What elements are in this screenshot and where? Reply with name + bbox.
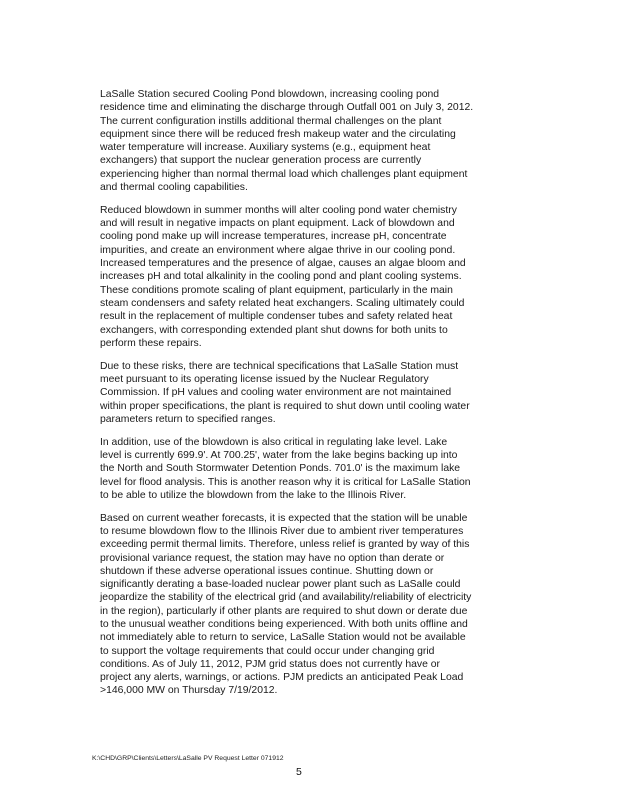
paragraph-line: conditions. As of July 11, 2012, PJM grid status does not currently have or: [100, 658, 440, 670]
paragraph-line: Reduced blowdown in summer months will alter cooling pond water chemistry: [100, 204, 457, 216]
paragraph-line: Increased temperatures and the presence of algae, causes an algae bloom and: [100, 258, 466, 270]
page-number: 5: [296, 766, 302, 778]
paragraph-line: exceeding permit thermal limits. Therefore, unless relief is granted by way of this: [100, 539, 470, 551]
paragraph-4: [100, 436, 526, 502]
paragraph-line: Commission. If pH values and cooling water environment are not maintained: [100, 387, 452, 399]
paragraph-line: to resume blowdown flow to the Illinois River due to ambient river temperatures: [100, 525, 464, 537]
paragraph-line: exchangers) that support the nuclear generation process are currently: [100, 155, 422, 167]
paragraph-5: [100, 512, 526, 698]
paragraph-line: level is currently 699.9'. At 700.25', water from the lake begins backing up into: [100, 449, 458, 461]
paragraph-line: residence time and eliminating the discharge through Outfall 001 on July 3, 2012.: [100, 102, 474, 114]
paragraph-line: These conditions promote scaling of plant equipment, particularly in the main: [100, 284, 453, 296]
paragraph-line: In addition, use of the blowdown is also critical in regulating lake level. Lake: [100, 436, 448, 448]
paragraph-line: in the region), particularly if other plants are required to shut down or derate due: [100, 605, 468, 617]
paragraph-line: jeopardize the stability of the electrical grid (and availability/reliability of electricity: [100, 592, 472, 604]
paragraph-line: LaSalle Station secured Cooling Pond blowdown, increasing cooling pond: [100, 89, 440, 100]
paragraph-line: to support the voltage requirements that could occur under changing grid: [100, 645, 435, 657]
document-body: [100, 88, 526, 707]
paragraph-line: project any alerts, warnings, or actions. PJM predicts an anticipated Peak Load: [100, 672, 464, 684]
paragraph-line: cooling pond make up will increase temperatures, increase pH, concentrate: [100, 231, 447, 243]
paragraph-line: steam condensers and safety related heat exchangers. Scaling ultimately could: [100, 297, 465, 309]
paragraph-line: provisional variance request, the station may have no option than derate or: [100, 552, 445, 564]
paragraph-line: The current configuration instills additional thermal challenges on the plant: [100, 115, 442, 127]
paragraph-line: Due to these risks, there are technical specifications that LaSalle Station must: [100, 360, 459, 372]
paragraph-line: increases pH and total alkalinity in the cooling pond and plant cooling systems.: [100, 271, 462, 283]
paragraph-line: Based on current weather forecasts, it is expected that the station will be unable: [100, 512, 468, 524]
paragraph-line: not immediately able to return to service, LaSalle Station would not be available: [100, 632, 466, 644]
paragraph-1: [100, 88, 526, 194]
paragraph-line: to the unusual weather conditions being experienced. With both units offline and: [100, 618, 468, 630]
paragraph-line: result in the replacement of multiple condenser tubes and safety related heat: [100, 311, 453, 323]
paragraph-2: [100, 204, 526, 350]
paragraph-line: significantly derating a base-loaded nuclear power plant such as LaSalle could: [100, 579, 461, 591]
footer-file-path: K:\CHD\GRP\Clients\Letters\LaSalle PV Request Letter 071912: [92, 755, 284, 762]
paragraph-line: and will result in negative impacts on plant equipment. Lack of blowdown and: [100, 218, 455, 230]
paragraph-line: equipment since there will be reduced fresh makeup water and the circulating: [100, 128, 456, 140]
paragraph-line: >146,000 MW on Thursday 7/19/2012.: [100, 685, 278, 697]
paragraph-line: meet pursuant to its operating license issued by the Nuclear Regulatory: [100, 373, 429, 385]
paragraph-line: water temperature will increase. Auxiliary systems (e.g., equipment heat: [100, 142, 431, 154]
paragraph-line: experiencing higher than normal thermal load which challenges plant equipment: [100, 168, 468, 180]
paragraph-line: shutdown if these adverse operational issues continue. Shutting down or: [100, 565, 434, 577]
paragraph-line: impurities, and create an environment where algae thrive in our cooling pond.: [100, 244, 456, 256]
paragraph-line: to be able to utilize the blowdown from the lake to the Illinois River.: [100, 489, 407, 501]
paragraph-line: level for flood analysis. This is another reason why it is critical for LaSalle Station: [100, 476, 471, 488]
paragraph-3: [100, 360, 526, 426]
paragraph-line: within proper specifications, the plant is required to shut down until cooling water: [100, 400, 470, 412]
paragraph-line: and thermal cooling capabilities.: [100, 182, 248, 194]
paragraph-line: exchangers, with corresponding extended plant shut downs for both units to: [100, 324, 448, 336]
paragraph-line: the North and South Stormwater Detention Ponds. 701.0' is the maximum lake: [100, 463, 461, 475]
paragraph-line: perform these repairs.: [100, 337, 202, 349]
paragraph-line: parameters return to specified ranges.: [100, 413, 276, 425]
